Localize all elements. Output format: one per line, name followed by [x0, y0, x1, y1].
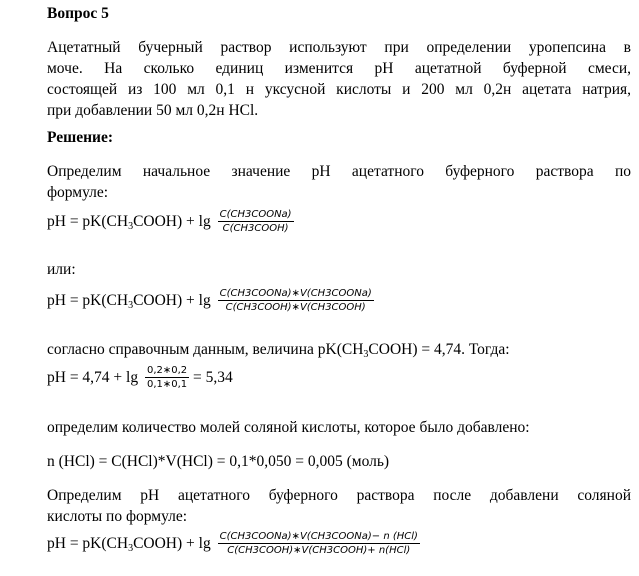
intro-line-2: формуле:: [47, 184, 109, 201]
moles-text: определим количество молей соляной кислоты, которое было добавлено:: [47, 419, 530, 436]
formula-4-fraction: $\frac{\text{C(CH3COONa)∗V(CH3COONa)− n (HCl)}}{\text{C(CH3COOH)∗V(CH3COOH)+ n(HCl)}}$: [219, 531, 418, 556]
formula-2: pH = $pK(CH_3COOH) + \lg$ $\frac{\text{C(CH3COONa)∗V(CH3COONa)}}{\text{C(CH3COOH)∗V(CH3COOH)}}$: [47, 288, 372, 313]
reference-text: согласно справочным данным, величина $pK(CH_3COOH) = 4,74$. Тогда:: [47, 341, 510, 360]
formula-1-fraction: $\frac{\text{C(CH3COONa)}}{\text{C(CH3COOH)}}$: [219, 209, 292, 234]
formula-1: pH = $pK(CH_3COOH) + \lg$ $\frac{\text{C(CH3COONa)}}{\text{C(CH3COOH)}}$: [47, 209, 292, 234]
formula-4: pH = $pK(CH_3COOH) + \lg$ $\frac{\text{C(CH3COONa)∗V(CH3COONa)− n (HCl)}}{\text{C(CH3COOH)∗V(CH3COOH)+ n(HCl)}}$: [47, 531, 418, 556]
after-line-2: кислоты по формуле:: [47, 508, 188, 525]
or-text: или:: [47, 261, 76, 278]
solution-heading: Решение:: [47, 129, 114, 146]
intro-line-1: Определим начальное значение pH ацетатного буферного раствора по: [47, 163, 631, 180]
after-line-1: Определим pH ацетатного буферного раствора после добавлени соляной: [47, 487, 631, 504]
formula-3-fraction: $\frac{0,2∗0,2}{0,1∗0,1}$: [146, 365, 188, 390]
problem-line-4: при добавлении 50 мл 0,2н HCl.: [47, 102, 259, 119]
question-heading: Вопрос 5: [47, 5, 109, 22]
problem-line-2: моче. На сколько единиц изменится pH ацетатной буферной смеси,: [47, 60, 631, 77]
problem-line-3: состоящей из 100 мл 0,1 н уксусной кислоты и 200 мл 0,2н ацетата натрия,: [47, 81, 631, 98]
moles-formula: n (HCl) = C(HCl)*V(HCl) = 0,1*0,050 = 0,005 (моль): [47, 453, 390, 470]
formula-3: pH = 4,74 + lg $\frac{0,2∗0,2}{0,1∗0,1}$ = 5,34: [47, 365, 233, 390]
formula-2-fraction: $\frac{\text{C(CH3COONa)∗V(CH3COONa)}}{\text{C(CH3COOH)∗V(CH3COOH)}}$: [219, 288, 372, 313]
problem-line-1: Ацетатный бучерный раствор используют при определении уропепсина в: [47, 39, 631, 56]
